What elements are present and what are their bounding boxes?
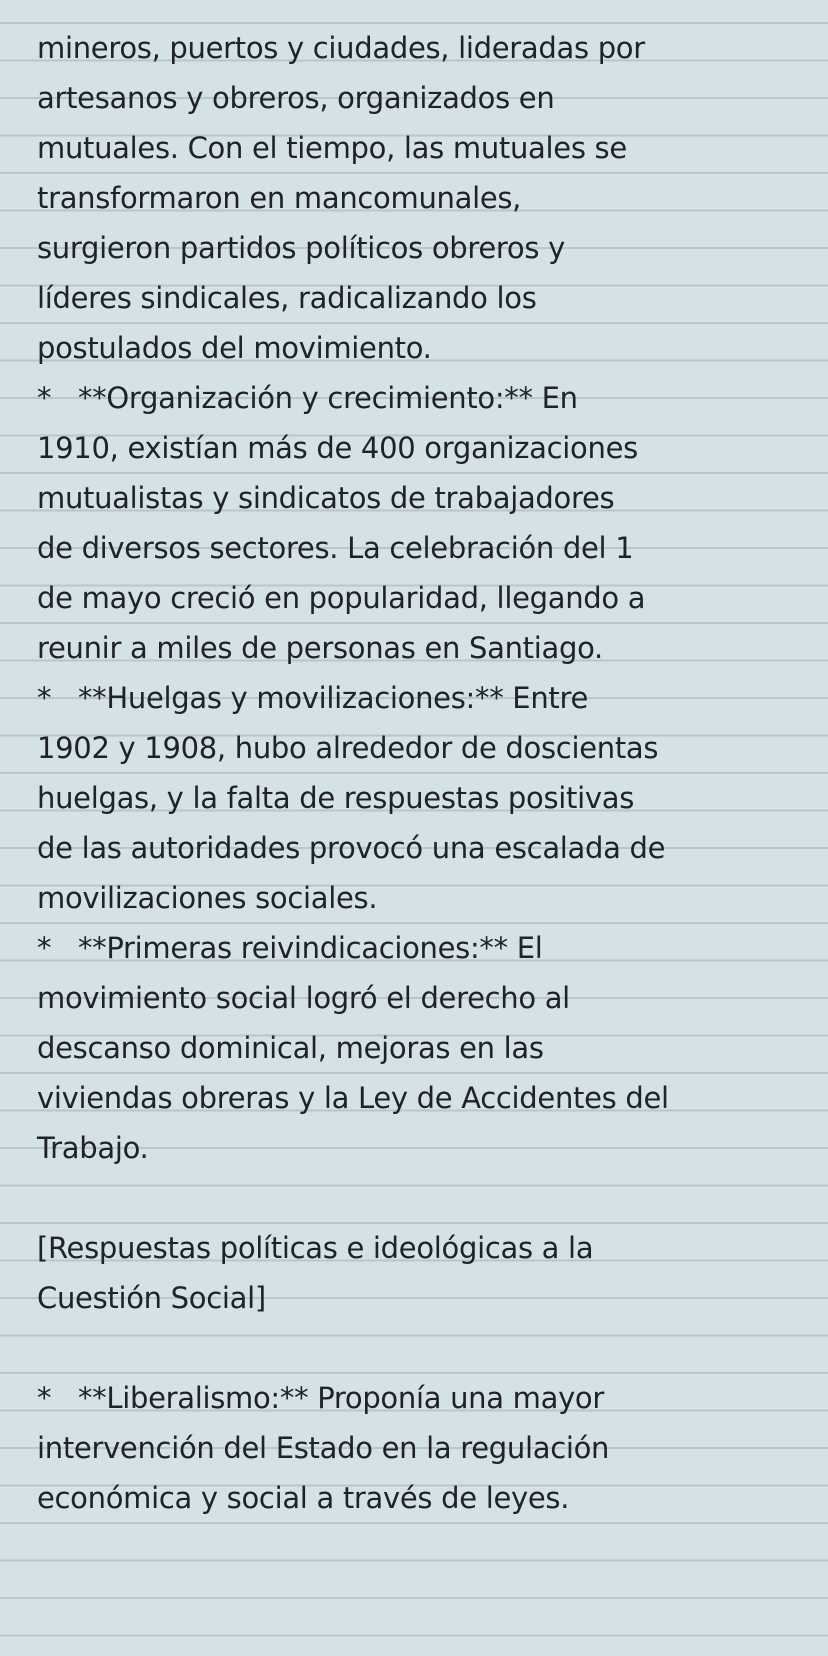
text-line: de diversos sectores. La celebración del 1 (37, 531, 634, 565)
text-line: intervención del Estado en la regulación (37, 1431, 610, 1465)
text-line: transformaron en mancomunales, (37, 181, 522, 215)
text-line: líderes sindicales, radicalizando los (37, 281, 537, 315)
text-line: * **Primeras reivindicaciones:** El (37, 931, 543, 965)
text-line: * **Huelgas y movilizaciones:** Entre (37, 681, 589, 715)
text-line: postulados del movimiento. (37, 331, 432, 365)
text-line: mutualistas y sindicatos de trabajadores (37, 481, 615, 515)
text-line: mineros, puertos y ciudades, lideradas por (37, 31, 645, 65)
text-line: de mayo creció en popularidad, llegando a (37, 581, 646, 615)
text-line: Trabajo. (37, 1131, 149, 1165)
text-line: Cuestión Social] (37, 1281, 266, 1315)
text-line: 1902 y 1908, hubo alrededor de doscientas (37, 731, 659, 765)
text-line: surgieron partidos políticos obreros y (37, 231, 565, 265)
text-line (37, 1173, 817, 1223)
text-line: [Respuestas políticas e ideológicas a la (37, 1231, 594, 1265)
text-line: 1910, existían más de 400 organizaciones (37, 431, 638, 465)
text-line: mutuales. Con el tiempo, las mutuales se (37, 131, 627, 165)
text-line: movilizaciones sociales. (37, 881, 378, 915)
text-line: artesanos y obreros, organizados en (37, 81, 555, 115)
note-text (37, 23, 817, 1523)
text-line: * **Organización y crecimiento:** En (37, 381, 578, 415)
text-line: movimiento social logró el derecho al (37, 981, 570, 1015)
text-line: huelgas, y la falta de respuestas positivas (37, 781, 635, 815)
text-line: económica y social a través de leyes. (37, 1481, 570, 1515)
text-line: reunir a miles de personas en Santiago. (37, 631, 603, 665)
text-line (37, 1323, 817, 1373)
text-line: descanso dominical, mejoras en las (37, 1031, 544, 1065)
text-line: de las autoridades provocó una escalada de (37, 831, 666, 865)
text-line: * **Liberalismo:** Proponía una mayor (37, 1381, 604, 1415)
text-line: viviendas obreras y la Ley de Accidentes del (37, 1081, 669, 1115)
